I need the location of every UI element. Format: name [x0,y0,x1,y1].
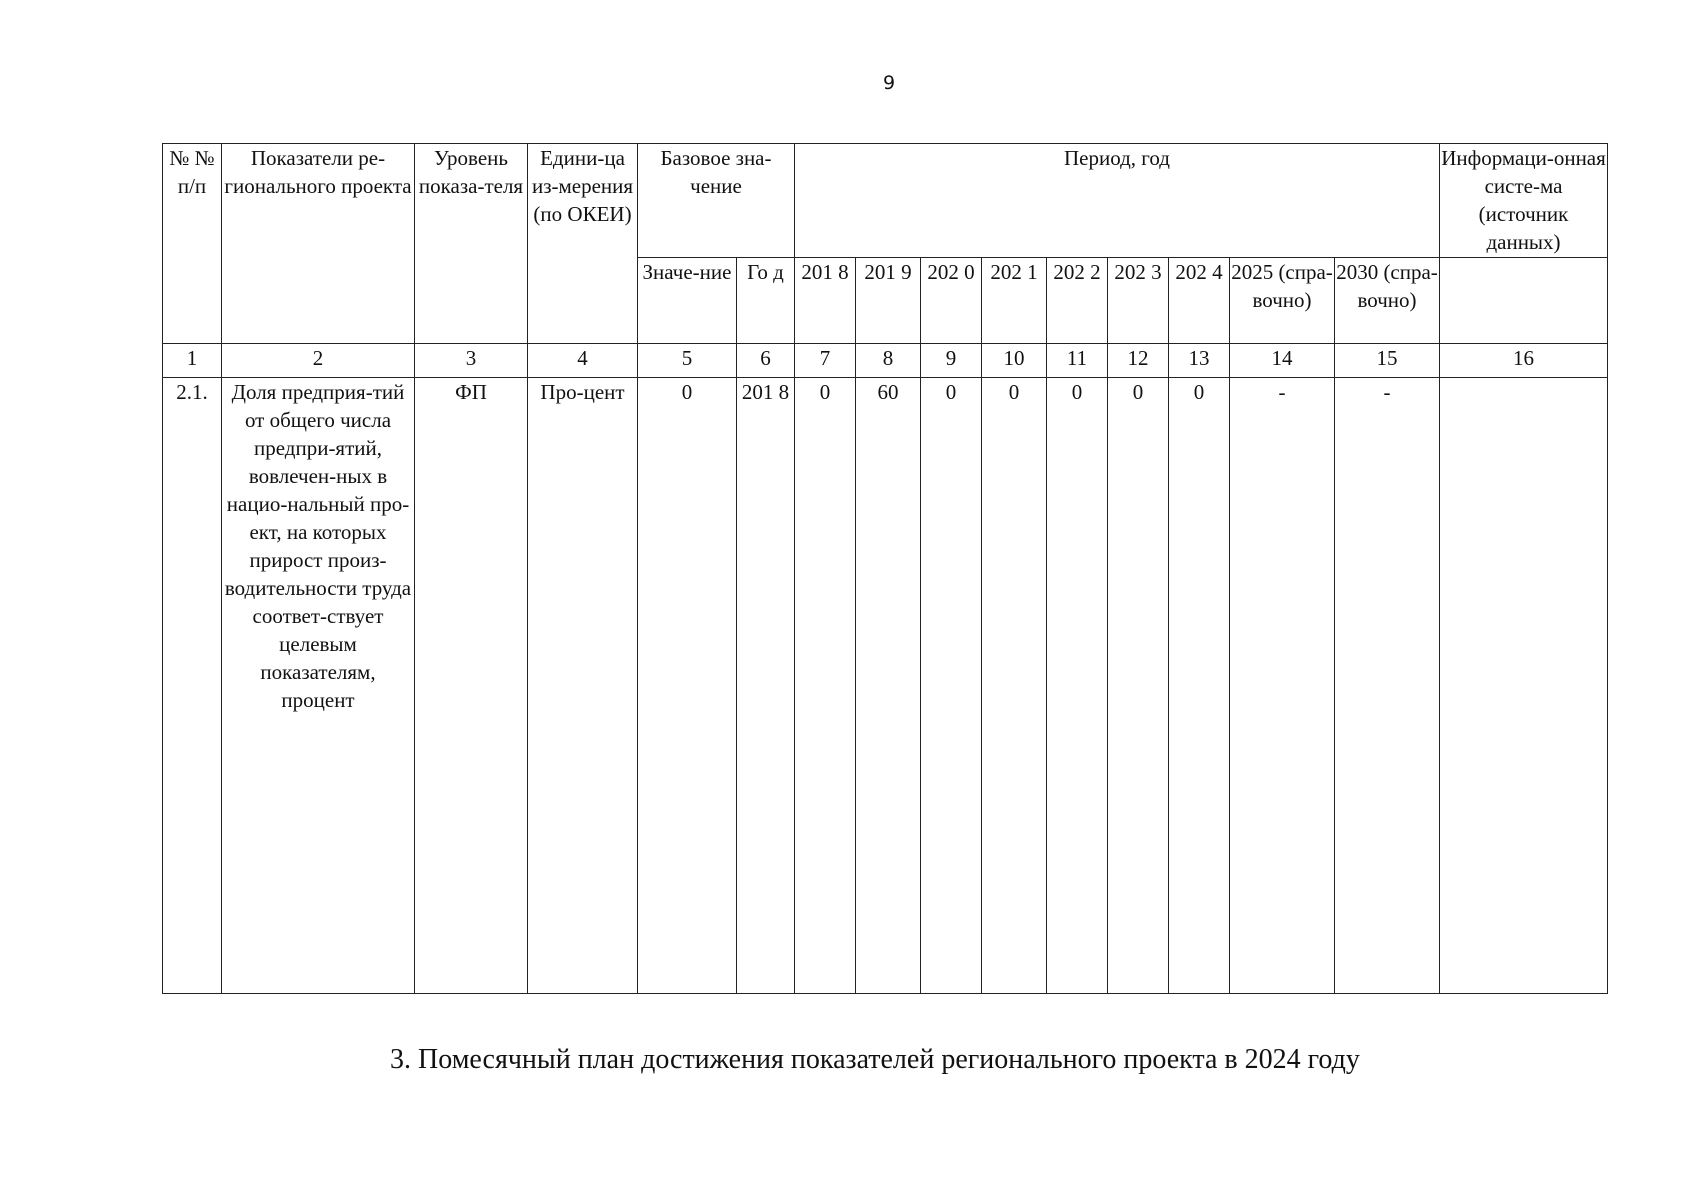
indicators-table [162,143,1608,994]
header-base: Базовое зна-чение [638,144,795,258]
header-info-system-blank [1440,258,1608,344]
header-year: 201 8 [795,258,856,344]
column-number: 7 [795,344,856,378]
header-year: 202 0 [921,258,982,344]
header-info-system: Информаци-онная систе-ма (источник данных) [1440,144,1608,258]
column-number: 12 [1108,344,1169,378]
header-base-value: Значе-ние [638,258,737,344]
header-level: Уровень показа-теля [415,144,528,344]
column-number: 8 [856,344,921,378]
column-number: 2 [222,344,415,378]
column-number: 13 [1169,344,1230,378]
row-year-value: 60 [856,378,921,994]
row-value-2025: - [1230,378,1335,994]
row-year-value: 0 [921,378,982,994]
column-number: 3 [415,344,528,378]
table-row [163,378,1608,994]
row-year-value: 0 [1108,378,1169,994]
row-indicator: Доля предприя-тий от общего числа предпри-ятий, вовлечен-ных в нацио-нальный про-ект, на которых прирост произ-водительности труда соответ-ствует целевым показателям, процент [222,378,415,994]
column-number: 10 [982,344,1047,378]
row-unit: Про-цент [528,378,638,994]
header-year-2030: 2030 (спра-вочно) [1335,258,1440,344]
row-number: 2.1. [163,378,222,994]
column-number: 6 [737,344,795,378]
header-base-year: Го д [737,258,795,344]
row-year-value: 0 [1047,378,1108,994]
header-indicators: Показатели ре-гионального проекта [222,144,415,344]
row-info-system [1440,378,1608,994]
column-number: 1 [163,344,222,378]
header-year-2025: 2025 (спра-вочно) [1230,258,1335,344]
header-period: Период, год [795,144,1440,258]
header-year: 202 4 [1169,258,1230,344]
header-year: 201 9 [856,258,921,344]
column-number: 14 [1230,344,1335,378]
header-year: 202 2 [1047,258,1108,344]
page-number: 9 [882,72,896,94]
header-year: 202 1 [982,258,1047,344]
row-year-value: 0 [795,378,856,994]
column-number: 15 [1335,344,1440,378]
column-number: 4 [528,344,638,378]
row-base-year: 201 8 [737,378,795,994]
row-level: ФП [415,378,528,994]
column-number: 11 [1047,344,1108,378]
header-unit: Едини-ца из-мерения (по ОКЕИ) [528,144,638,344]
row-year-value: 0 [1169,378,1230,994]
row-year-value: 0 [982,378,1047,994]
column-number: 5 [638,344,737,378]
column-number: 16 [1440,344,1608,378]
row-value-2030: - [1335,378,1440,994]
section-title: 3. Помесячный план достижения показателей регионального проекта в 2024 году [390,1044,1360,1075]
column-number: 9 [921,344,982,378]
row-base-value: 0 [638,378,737,994]
header-year: 202 3 [1108,258,1169,344]
header-num: № № п/п [163,144,222,344]
